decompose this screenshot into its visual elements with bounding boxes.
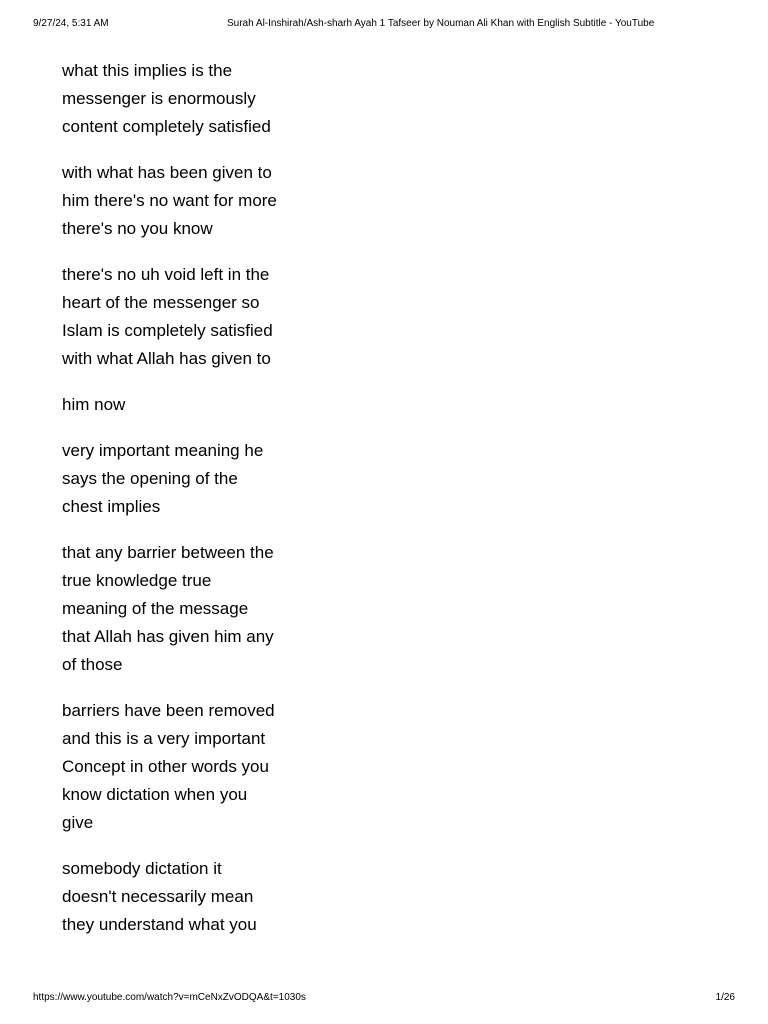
transcript-line: meaning of the message [62,599,249,618]
transcript-body [62,57,302,957]
transcript-paragraph [62,391,302,419]
transcript-line: know dictation when you [62,785,248,804]
transcript-line: him there's no want for more [62,191,277,210]
transcript-line: and this is a very important [62,729,266,748]
page-url: https://www.youtube.com/watch?v=mCeNxZvODQA&t=1030s [33,992,306,1003]
transcript-paragraph [62,697,302,837]
page-title: Surah Al-Inshirah/Ash-sharh Ayah 1 Tafseer by Nouman Ali Khan with English Subtitle - YouTube [227,18,655,29]
transcript-line: true knowledge true [62,571,212,590]
transcript-line: somebody dictation it [62,859,222,878]
transcript-line: Islam is completely satisfied [62,321,273,340]
transcript-line: with what Allah has given to [62,349,271,368]
print-timestamp: 9/27/24, 5:31 AM [33,18,109,29]
transcript-line: him now [62,395,126,414]
transcript-line: what this implies is the [62,61,233,80]
transcript-line: that Allah has given him any [62,627,274,646]
transcript-line: heart of the messenger so [62,293,260,312]
transcript-line: there's no you know [62,219,213,238]
transcript-line: of those [62,655,123,674]
transcript-line: content completely satisfied [62,117,271,136]
transcript-paragraph [62,159,302,243]
transcript-line: chest implies [62,497,161,516]
transcript-paragraph [62,57,302,141]
transcript-line: there's no uh void left in the [62,265,270,284]
transcript-line: with what has been given to [62,163,272,182]
transcript-paragraph [62,539,302,679]
transcript-line: messenger is enormously [62,89,256,108]
transcript-line: they understand what you [62,915,257,934]
transcript-line: barriers have been removed [62,701,275,720]
transcript-line: very important meaning he [62,441,264,460]
transcript-line: that any barrier between the [62,543,274,562]
transcript-line: give [62,813,94,832]
transcript-line: says the opening of the [62,469,238,488]
page-number: 1/26 [715,992,735,1003]
transcript-paragraph [62,437,302,521]
transcript-paragraph [62,855,302,939]
transcript-line: doesn't necessarily mean [62,887,254,906]
transcript-line: Concept in other words you [62,757,269,776]
transcript-paragraph [62,261,302,373]
